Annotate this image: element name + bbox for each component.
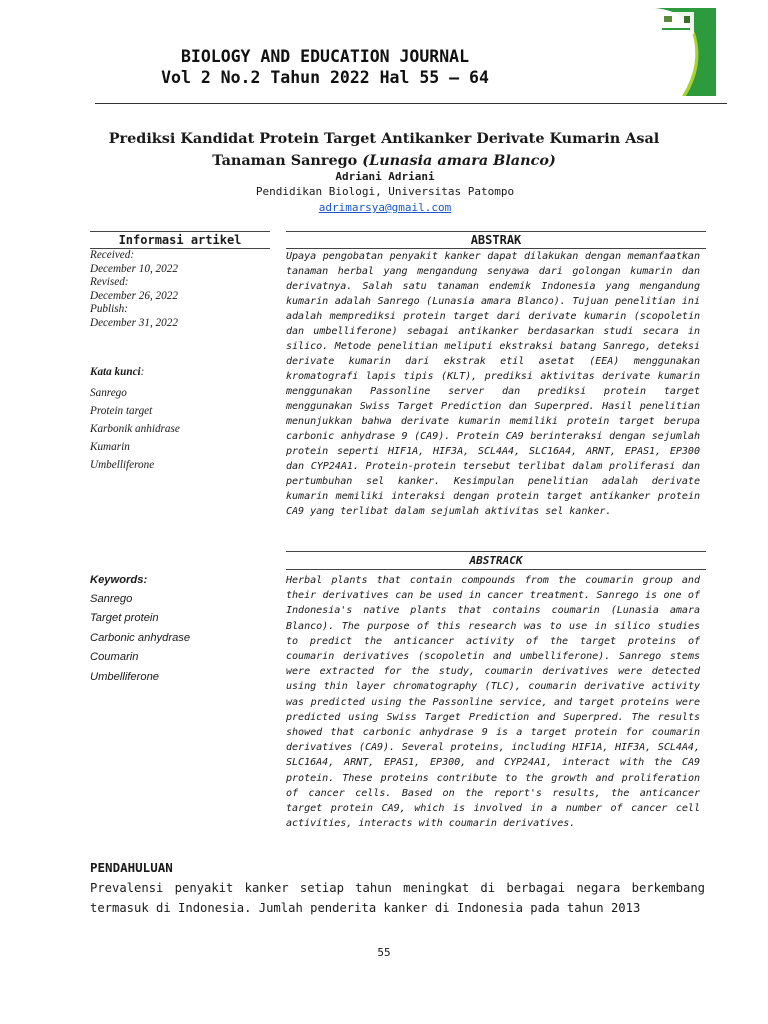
keyword-item: Sanrego [90,593,133,605]
kata-kunci-item: Umbelliferone [90,459,155,471]
kata-kunci-item: Sanrego [90,387,127,399]
kata-kunci-item: Karbonik anhidrase [90,423,180,435]
abstract-text: Herbal plants that contain compounds from the coumarin group and their derivatives can be used in cancer treatment. Sanrego is one of Indonesia's native plants that contains coumarin (Lunasia amara Blanco). The purpose of this research was to use in silico studies to predict the anticancer activity of the target proteins of coumarin derivatives (scopoletin and umbelliferone). Sanrego stems were extracted for the study, coumarin derivatives were detected using thin layer chromatography (TLC), coumarin derivative activity was predicted using the Passonline service, and target proteins were predicted using Swiss Target Prediction and Superpred. The results showed that carbonic anhydrase 9 is a target protein for coumarin derivatives (CA9). Several proteins, including HIF1A, HIF3A, SCL4A4, SLC16A4, ARNT, EPAS1, EP300, and CYP24A1, interact with the CA9 protein. These proteins contribute to the growth and proliferation of cancer cells. Based on the report's results, the anticancer target protein CA9, which is involved in a number of cancer cell activities, interacts with coumarin derivatives. [286,575,700,830]
kata-kunci-item: Protein target [90,405,153,417]
abstrak-text: Upaya pengobatan penyakit kanker dapat dilakukan dengan memanfaatkan tanaman herbal yang mengandung senyawa dari golongan kumarin dan derivatnya. Salah satu tanaman endemik Indonesia yang mengandung kumarin adalah Sanrego (Lunasia amara Blanco). Tujuan penelitian ini adalah memprediksi protein target dari derivate kumarin (scopoletin dan umbelliferone) sebagai antikanker berdasarkan studi secara in silico. Metode penelitian meliputi ekstraksi batang Sanrego, deteksi derivate kumarin dari ekstrak etil asetat (EEA) menggunakan kromatografi lapis tipis (KLT), prediksi aktivitas derivate kumarin menggunakan Passonline server dan prediksi protein target menggunakan Swiss Target Prediction dan Superpred. Hasil penelitian menunjukkan bahwa derivate kumarin memiliki protein target berupa carbonic anhydrase 9 (CA9). Protein CA9 berinteraksi dengan sejumlah protein seperti HIF1A, HIF3A, SCL4A4, SLC16A4, ARNT, EPAS1, EP300 dan CYP24A1. Protein-protein tersebut terlibat dalam proliferasi dan pertumbuhan sel kanker. Kesimpulan penelitian adalah derivate kumarin memiliki interaksi dengan protein target antikanker protein CA9 yang terlibat dalam sejumlah aktivitas sel kanker. [286,251,700,517]
paper-title [70,128,698,172]
keyword-item: Coumarin [90,651,139,664]
author-affiliation: Pendidikan Biologi, Universitas Patompo [255,185,515,198]
publish-label: Publish: [90,303,128,316]
title-species: (Lunasia amara Blanco) [362,152,556,169]
journal-name: BIOLOGY AND EDUCATION JOURNAL [180,47,470,66]
received-date: December 10, 2022 [90,262,178,275]
journal-header [90,46,560,88]
page-number: 55 [377,946,391,959]
author-email-link[interactable]: adrimarsya@gmail.com [318,201,452,214]
keyword-item: Umbelliferone [90,670,160,683]
revised-label: Revised: [90,276,129,289]
kata-kunci-block [90,366,270,474]
journal-issue: Vol 2 No.2 Tahun 2022 Hal 55 – 64 [161,68,489,87]
revised-date: December 26, 2022 [90,289,178,302]
intro-paragraph: Prevalensi penyakit kanker setiap tahun meningkat di berbagai negara berkembang termasuk di Indonesia. Jumlah penderita kanker di Indonesia pada tahun 2013 [90,881,705,915]
header-divider [95,103,727,104]
received-label: Received: [90,249,135,261]
title-line-2 [70,150,698,172]
keywords-block [90,574,275,687]
author-name: Adriani Adriani [335,170,435,183]
info-heading: Informasi artikel [118,233,242,247]
abstract-top-rule [286,551,706,552]
keyword-item: Target protein [90,612,159,625]
title-line-1: Prediksi Kandidat Protein Target Antikanker Derivate Kumarin Asal [108,130,660,147]
info-top-rule [90,231,270,232]
keyword-item: Carbonic anhydrase [90,631,191,644]
title-line-2-text: Tanaman Sanrego [212,152,363,169]
journal-logo [612,4,720,100]
keywords-heading: Keywords: [90,574,148,586]
abstrak-top-rule [286,231,706,232]
abstract-heading: ABSTRACK [469,554,523,567]
abstrak-heading: ABSTRAK [470,233,522,247]
kata-kunci-heading: Kata kunci: [90,366,145,378]
kata-kunci-item: Kumarin [90,441,130,453]
abstract-bottom-rule [286,569,706,570]
article-dates [90,249,270,331]
section-heading-pendahuluan: PENDAHULUAN [90,860,173,875]
publish-date: December 31, 2022 [90,316,178,329]
